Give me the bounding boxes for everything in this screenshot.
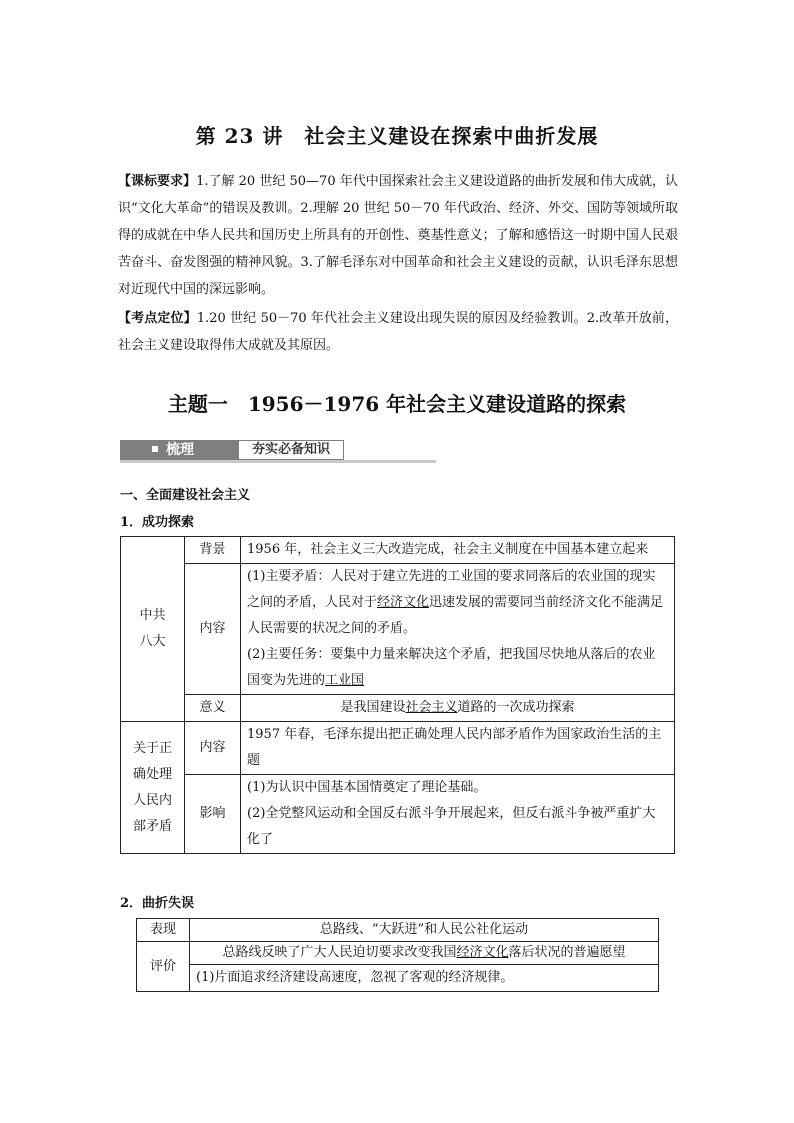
text-run: 是我国建设 bbox=[340, 700, 406, 715]
table-row bbox=[121, 564, 675, 695]
square-bullet-icon bbox=[152, 446, 158, 452]
cell-text bbox=[241, 695, 675, 722]
row-label: 背景 bbox=[185, 537, 241, 564]
setbacks-table bbox=[136, 918, 659, 992]
underlined-term: 社会主义 bbox=[405, 700, 458, 715]
table-row bbox=[121, 722, 675, 775]
section-banner bbox=[120, 440, 436, 462]
cell-text: 1956 年，社会主义三大改造完成，社会主义制度在中国基本建立起来 bbox=[241, 537, 675, 564]
row-label: 意义 bbox=[185, 695, 241, 722]
row-label: 表现 bbox=[137, 919, 190, 942]
curriculum-requirements bbox=[118, 168, 678, 303]
table-row bbox=[137, 919, 659, 942]
subheading-setbacks: 2．曲折失误 bbox=[120, 896, 195, 911]
table-row bbox=[121, 775, 675, 854]
curriculum-text: 1.了解 20 世纪 50—70 年代中国探索社会主义建设道路的曲折发展和伟大成就，认识“文化大革命”的错误及教训。2.理解 20 世纪 50－70 年代政治、经济、外交、国防等领域所取得的成就在中华人民共和国历史上所具有的开创性、奠基性意义；了解和感悟这一时期中国人民艰苦奋斗、奋发图强的精神风貌。3.了解毛泽东对中国革命和社会主义建设的贡献，认识毛泽东思想对近现代中国的深远影响。 bbox=[118, 174, 678, 297]
influence-paragraph-2: (2)全党整风运动和全国反右派斗争开展起来，但反右派斗争被严重扩大化了 bbox=[247, 806, 656, 847]
banner-dark-tab bbox=[120, 440, 238, 460]
row-label: 内容 bbox=[185, 564, 241, 695]
cell-text bbox=[241, 775, 675, 854]
cell-text: 总路线、“大跃进”和人民公社化运动 bbox=[190, 919, 659, 942]
cell-text: (1)片面追求经济建设高速度，忽视了客观的经济规律。 bbox=[190, 965, 659, 992]
group-label-internal-contradictions: 关于正 确处理 人民内 部矛盾 bbox=[121, 722, 185, 854]
curriculum-tag: 【课标要求】 bbox=[118, 174, 197, 189]
cell-text bbox=[241, 564, 675, 695]
subheading-success: 1．成功探索 bbox=[120, 515, 195, 530]
table-row bbox=[137, 965, 659, 992]
influence-paragraph-1: (1)为认识中国基本国情奠定了理论基础。 bbox=[247, 780, 487, 795]
cell-text: 1957 年春，毛泽东提出把正确处理人民内部矛盾作为国家政治生活的主题 bbox=[241, 722, 675, 775]
text-run: 总路线反映了广大人民迫切要求改变我国 bbox=[222, 945, 457, 960]
table-row bbox=[121, 537, 675, 564]
underlined-term: 工业国 bbox=[325, 673, 365, 688]
exam-points-tag: 【考点定位】 bbox=[118, 311, 197, 326]
table-row bbox=[137, 942, 659, 965]
banner-light-tab: 夯实必备知识 bbox=[238, 440, 344, 460]
text-run: (2)主要任务：要集中力量来解决这个矛盾，把我国尽快地从落后的农业国变为先进的 bbox=[247, 647, 656, 688]
content-paragraph-2 bbox=[247, 642, 668, 694]
exam-points-text: 1.20 世纪 50－70 年代社会主义建设出现失误的原因及经验教训。2.改革开放前，社会主义建设取得伟大成就及其原因。 bbox=[118, 311, 678, 353]
banner-underline bbox=[120, 460, 436, 463]
text-run: (1)主要矛盾：人民对于建立先进的工业国的要求同落后的农业国的现实之间的矛盾，人民对于 bbox=[247, 569, 656, 610]
underlined-term: 经济文化 bbox=[377, 595, 430, 610]
group-label-8th-congress: 中共 八大 bbox=[121, 537, 185, 722]
table-row bbox=[121, 695, 675, 722]
text-run: 迅速发展的需要同当前经济文化不能满足人民需要的状况之间的矛盾。 bbox=[247, 595, 664, 636]
topic-heading: 主题一 1956－1976 年社会主义建设道路的探索 bbox=[167, 392, 627, 416]
row-label: 内容 bbox=[185, 722, 241, 775]
section-heading-1: 一、全面建设社会主义 bbox=[120, 488, 251, 503]
banner-dark-label: 梳理 bbox=[166, 442, 194, 458]
exam-points bbox=[118, 305, 678, 359]
text-run: 道路的一次成功探索 bbox=[457, 700, 575, 715]
cell-text bbox=[190, 942, 659, 965]
underlined-term: 经济文化 bbox=[456, 945, 509, 960]
text-run: 落后状况的普遍愿望 bbox=[508, 945, 626, 960]
content-paragraph-1 bbox=[247, 564, 668, 642]
row-label: 评价 bbox=[137, 942, 190, 992]
row-label: 影响 bbox=[185, 775, 241, 854]
lesson-title: 第 23 讲 社会主义建设在探索中曲折发展 bbox=[195, 124, 599, 148]
success-table bbox=[120, 536, 675, 854]
